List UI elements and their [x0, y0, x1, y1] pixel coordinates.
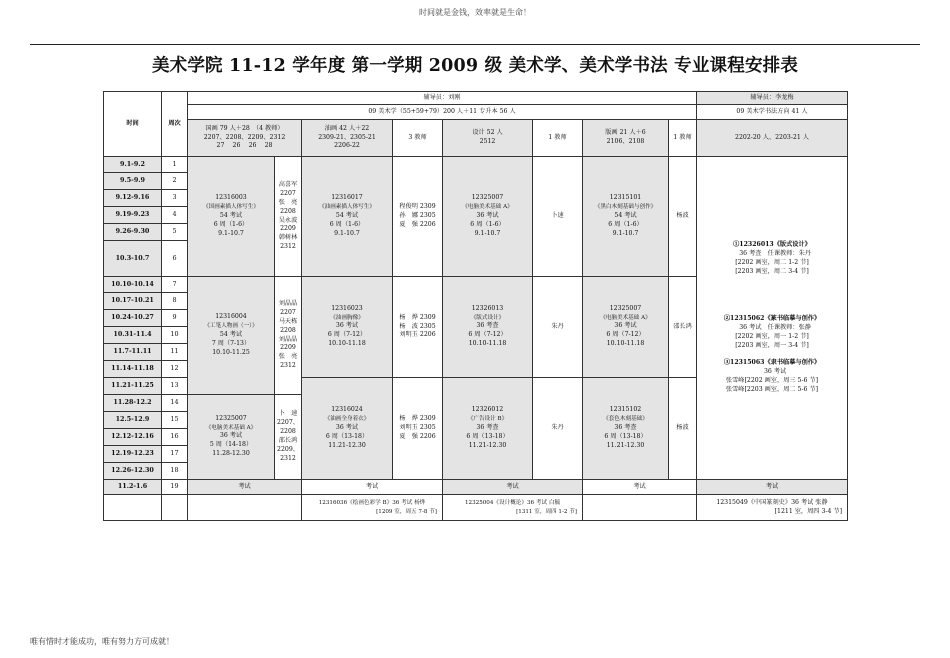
week-number: 5	[162, 224, 188, 241]
week-number: 2	[162, 173, 188, 190]
week-number: 9	[162, 310, 188, 327]
class-sheji: 设计 52 人 2512	[443, 120, 533, 157]
week-number: 8	[162, 293, 188, 310]
course-youhua: 12316023 《油画胸像》 36 考试 6 周（7-12） 10.10-11.18	[302, 277, 393, 378]
teachers-guohua: 卜 速 2207、 2208 邵长鸿 2209、 2312	[275, 395, 302, 480]
course-banhua: 12325007 《电脑美术基础 A》 36 考试 6 周（7-12） 10.10-11.18	[583, 277, 669, 378]
exam-banhua: 考试	[583, 480, 697, 495]
header-week: 周次	[162, 92, 188, 157]
teacher-banhua: 杨波	[669, 157, 697, 277]
week-date: 11.2-1.6	[104, 480, 162, 495]
blank-cell	[162, 495, 188, 521]
course-sheji: 12326013 《版式设计》 36 考查 6 周（7-12） 10.10-11.18	[443, 277, 533, 378]
blank-cell	[104, 495, 162, 521]
class-guohua: 国画 79 人＋28 （4 教师） 2207、2208、2209、2312 27 26 26 28	[188, 120, 302, 157]
week-date: 9.1-9.2	[104, 157, 162, 173]
week-number: 1	[162, 157, 188, 173]
teacher-sheji: 卜速	[533, 157, 583, 277]
week-date: 11.28-12.2	[104, 395, 162, 412]
class-youhua: 油画 42 人＋22 2309-21、2305-21 2206-22	[302, 120, 393, 157]
course-sheji: 12326012 《广告设计 B》 36 考查 6 周（13-18） 11.21-12.30	[443, 378, 533, 480]
blank-cell	[188, 495, 302, 521]
week-date: 9.19-9.23	[104, 207, 162, 224]
week-number: 7	[162, 277, 188, 293]
week-date: 10.24-10.27	[104, 310, 162, 327]
week-date: 10.31-11.4	[104, 327, 162, 344]
teachers-youhua: 杨 烨 2309 杨 波 2305 刘明玉 2206	[393, 277, 443, 378]
course-youhua: 12316017 《油画素描人体写生》 54 考试 6 周（1-6） 9.1-10.7	[302, 157, 393, 277]
class-banhua-teachers: 1 教师	[669, 120, 697, 157]
exam-sheji: 考试	[443, 480, 583, 495]
course-schedule-table	[103, 91, 848, 521]
week-date: 9.5-9.9	[104, 173, 162, 190]
week-number: 16	[162, 429, 188, 446]
public-course-c: 12315049《中国篆刻史》36 考试 张静 [1211 室，周四 3-4 节]	[697, 495, 848, 521]
counselor-b: 辅导员：李龙梅	[697, 92, 848, 105]
week-number: 15	[162, 412, 188, 429]
teacher-sheji: 朱丹	[533, 277, 583, 378]
public-course-a: 12316036《绘画色彩学 B》36 考试 杨烨 [1209 室，周五 7-8 节]	[302, 495, 443, 521]
week-number: 3	[162, 190, 188, 207]
course-banhua: 12315101 《黑白木刻基础与创作》 54 考试 6 周（1-6） 9.1-10.7	[583, 157, 669, 277]
teachers-guohua: 刘晶晶 2207 马天栋 2208 刘晶晶 2209 张 亮 2312	[275, 277, 302, 395]
document-title: 美术学院 11-12 学年度 第一学期 2009 级 美术学、美术学书法 专业课程安排表	[151, 56, 799, 76]
week-date: 10.10-10.14	[104, 277, 162, 293]
week-number: 19	[162, 480, 188, 495]
week-date: 12.26-12.30	[104, 463, 162, 480]
week-date: 11.21-11.25	[104, 378, 162, 395]
week-number: 6	[162, 241, 188, 277]
header-time: 时间	[104, 92, 162, 157]
page-footer-note: 唯有惜时才能成功，唯有努力方可成就！	[30, 637, 174, 646]
teachers-youhua: 程俊明 2309 孙 娜 2305 夏 强 2206	[393, 157, 443, 277]
week-date: 12.19-12.23	[104, 446, 162, 463]
public-course-b: 12325004《设计概论》36 考试 白毓 [1311 室，周四 1-2 节]	[443, 495, 583, 521]
class-calligraphy: 2202-20 人、2203-21 人	[697, 120, 848, 157]
teacher-banhua: 杨波	[669, 378, 697, 480]
class-banhua: 版画 21 人＋6 2106、2108	[583, 120, 669, 157]
week-number: 12	[162, 361, 188, 378]
class-youhua-teachers: 3 教师	[393, 120, 443, 157]
blank-cell	[583, 495, 697, 521]
course-youhua: 12316024 《油画全身着衣》 36 考试 6 周（13-18） 11.21-12.30	[302, 378, 393, 480]
exam-youhua: 考试	[302, 480, 443, 495]
teachers-guohua: 高喜军 2207 张 亮 2208 吴永波 2209 韩树林 2312	[275, 157, 302, 277]
week-number: 11	[162, 344, 188, 361]
week-number: 13	[162, 378, 188, 395]
class-sheji-teachers: 1 教师	[533, 120, 583, 157]
week-number: 18	[162, 463, 188, 480]
page-header-note: 时间就是金钱，效率就是生命！	[419, 8, 531, 17]
week-date: 10.3-10.7	[104, 241, 162, 277]
teacher-sheji: 朱丹	[533, 378, 583, 480]
course-guohua: 12316004 《工笔人物画（一）》 54 考试 7 周（7-13） 10.10-11.25	[188, 277, 275, 395]
week-number: 14	[162, 395, 188, 412]
week-date: 12.12-12.16	[104, 429, 162, 446]
week-date: 9.26-9.30	[104, 224, 162, 241]
week-date: 11.7-11.11	[104, 344, 162, 361]
group-b: 09 美术学书法方向 41 人	[697, 105, 848, 120]
week-number: 17	[162, 446, 188, 463]
exam-calligraphy: 考试	[697, 480, 848, 495]
week-number: 10	[162, 327, 188, 344]
course-guohua: 12325007 《电脑美术基础 A》 36 考试 5 周（14-18） 11.28-12.30	[188, 395, 275, 480]
week-date: 10.17-10.21	[104, 293, 162, 310]
course-calligraphy: ①12326013《版式设计》 36 考查 任课教师：朱丹 [2202 画室，周二 1-2 节] [2203 画室，周二 3-4 节] ②12315062《篆书临摹与创作》 36 考试 任课教师：张静 [2202 画室，周一 1-2 节] [2203 画室，周一 3-4 节] ③12315063《隶书临摹与创作》 36 考试 张雪峰[2202 画室，周三 5-6 节] 张雪峰[2203 画室，周二 5-6 节]	[697, 157, 848, 480]
exam-guohua: 考试	[188, 480, 302, 495]
week-date: 12.5-12.9	[104, 412, 162, 429]
course-sheji: 12325007 《电脑美术基础 A》 36 考试 6 周（1-6） 9.1-10.7	[443, 157, 533, 277]
teachers-youhua: 杨 烨 2309 刘明玉 2305 夏 强 2206	[393, 378, 443, 480]
group-a: 09 美术学（55+59+79）200 人＋11 专升本 56 人	[188, 105, 697, 120]
week-date: 9.12-9.16	[104, 190, 162, 207]
counselor-a: 辅导员：刘刚	[188, 92, 697, 105]
teacher-banhua: 邵长鸿	[669, 277, 697, 378]
week-number: 4	[162, 207, 188, 224]
course-banhua: 12315102 《套色木刻基础》 36 考查 6 周（13-18） 11.21-12.30	[583, 378, 669, 480]
week-date: 11.14-11.18	[104, 361, 162, 378]
header-divider	[30, 44, 920, 45]
course-guohua: 12316003 《国画素描人体写生》 54 考试 6 周（1-6） 9.1-10.7	[188, 157, 275, 277]
